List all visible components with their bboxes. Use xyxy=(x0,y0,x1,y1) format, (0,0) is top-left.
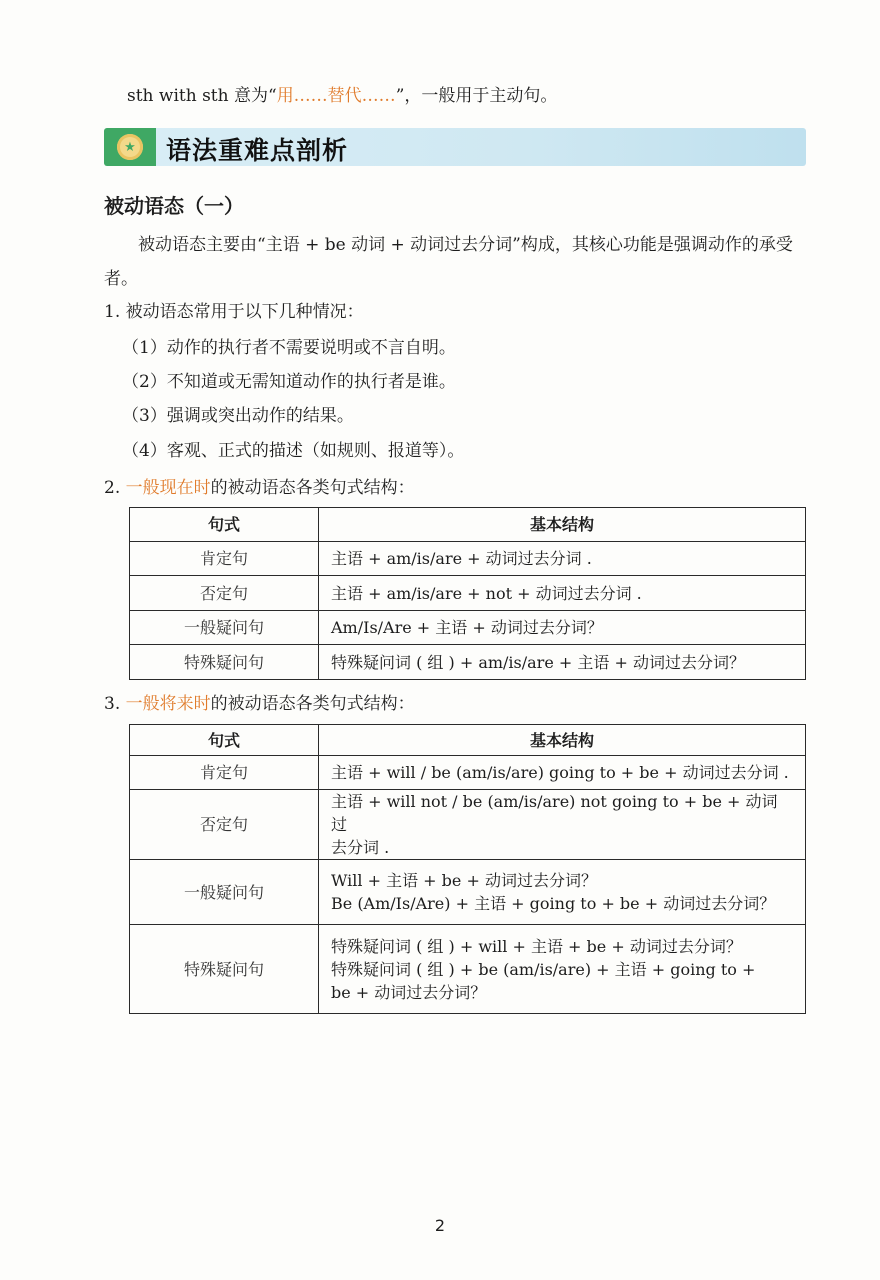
sentence-type-cell: 否定句 xyxy=(130,790,319,860)
structure-line: Be (Am/Is/Are) + 主语 + going to + be + 动词过去分词？ xyxy=(331,894,776,913)
structure-cell xyxy=(319,860,806,925)
intro-highlight: 用……替代…… xyxy=(276,86,396,106)
structure-line: 主语 + will / be (am/is/are) going to + be + 动词过去分词 . xyxy=(331,763,789,782)
header-cell-type: 句式 xyxy=(130,725,319,756)
sentence-type-cell: 否定句 xyxy=(130,576,319,611)
point1-item: （2）不知道或无需知道动作的执行者是谁。 xyxy=(122,372,456,392)
structure-cell xyxy=(319,925,806,1014)
intro-line xyxy=(127,84,557,108)
structure-cell xyxy=(319,790,806,860)
sentence-type-cell: 特殊疑问句 xyxy=(130,925,319,1014)
intro-paragraph: 被动语态主要由“主语 + be 动词 + 动词过去分词”构成，其核心功能是强调动作的承受者。 xyxy=(104,235,793,289)
point2-highlight: 一般现在时 xyxy=(125,478,211,498)
point1-item: （3）强调或突出动作的结果。 xyxy=(122,406,354,426)
section-title: 语法重难点剖析 xyxy=(166,136,349,165)
structure-line: 主语 + will not / be (am/is/are) not going to + be + 动词过 xyxy=(331,792,778,834)
section-banner xyxy=(104,128,806,166)
point3-prefix: 3. xyxy=(104,694,126,714)
table-row xyxy=(130,860,806,925)
sentence-type-cell: 肯定句 xyxy=(130,756,319,790)
header-cell-structure: 基本结构 xyxy=(319,508,806,542)
structure-line: be + 动词过去分词？ xyxy=(331,982,487,1002)
point3-title xyxy=(104,692,415,716)
structure-cell: 特殊疑问词 ( 组 ) + am/is/are + 主语 + 动词过去分词？ xyxy=(319,645,806,680)
table-row xyxy=(130,790,806,860)
structure-line: 特殊疑问词 ( 组 ) + be (am/is/are) + 主语 + going to + xyxy=(331,959,756,979)
table-header-row xyxy=(130,725,806,756)
intro-suffix: ”，一般用于主动句。 xyxy=(395,86,558,106)
banner-badge xyxy=(104,128,156,166)
point2-prefix: 2. xyxy=(104,478,126,498)
point1-title: 1. 被动语态常用于以下几种情况： xyxy=(104,302,364,322)
table-row xyxy=(130,756,806,790)
sentence-type-cell: 一般疑问句 xyxy=(130,860,319,925)
table-row xyxy=(130,645,806,680)
point1-item: （1）动作的执行者不需要说明或不言自明。 xyxy=(122,338,456,358)
structure-cell: 主语 + am/is/are + 动词过去分词 . xyxy=(319,542,806,576)
header-cell-structure: 基本结构 xyxy=(319,725,806,756)
table-row xyxy=(130,542,806,576)
star-medal-icon: ★ xyxy=(117,134,143,160)
table-row xyxy=(130,611,806,645)
table-header-row xyxy=(130,508,806,542)
structure-line: 去分词 . xyxy=(331,838,390,857)
structure-line: 特殊疑问词 ( 组 ) + will + 主语 + be + 动词过去分词？ xyxy=(331,936,742,956)
table-row xyxy=(130,576,806,611)
grammar-heading: 被动语态（一） xyxy=(104,194,244,218)
intro-prefix: sth with sth 意为“ xyxy=(127,86,277,106)
point2-suffix: 的被动语态各类句式结构： xyxy=(210,478,415,498)
present-passive-table xyxy=(129,507,806,680)
point1-item: （4）客观、正式的描述（如规则、报道等）。 xyxy=(122,441,465,461)
header-cell-type: 句式 xyxy=(130,508,319,542)
point2-title xyxy=(104,476,415,500)
structure-cell: Am/Is/Are + 主语 + 动词过去分词？ xyxy=(319,611,806,645)
sentence-type-cell: 一般疑问句 xyxy=(130,611,319,645)
future-passive-table xyxy=(129,724,806,1014)
structure-cell xyxy=(319,756,806,790)
sentence-type-cell: 肯定句 xyxy=(130,542,319,576)
table-row xyxy=(130,925,806,1014)
structure-line: Will + 主语 + be + 动词过去分词？ xyxy=(331,871,597,890)
page-number: 2 xyxy=(434,1216,446,1235)
structure-cell: 主语 + am/is/are + not + 动词过去分词 . xyxy=(319,576,806,611)
point3-suffix: 的被动语态各类句式结构： xyxy=(210,694,415,714)
point3-highlight: 一般将来时 xyxy=(125,694,211,714)
sentence-type-cell: 特殊疑问句 xyxy=(130,645,319,680)
